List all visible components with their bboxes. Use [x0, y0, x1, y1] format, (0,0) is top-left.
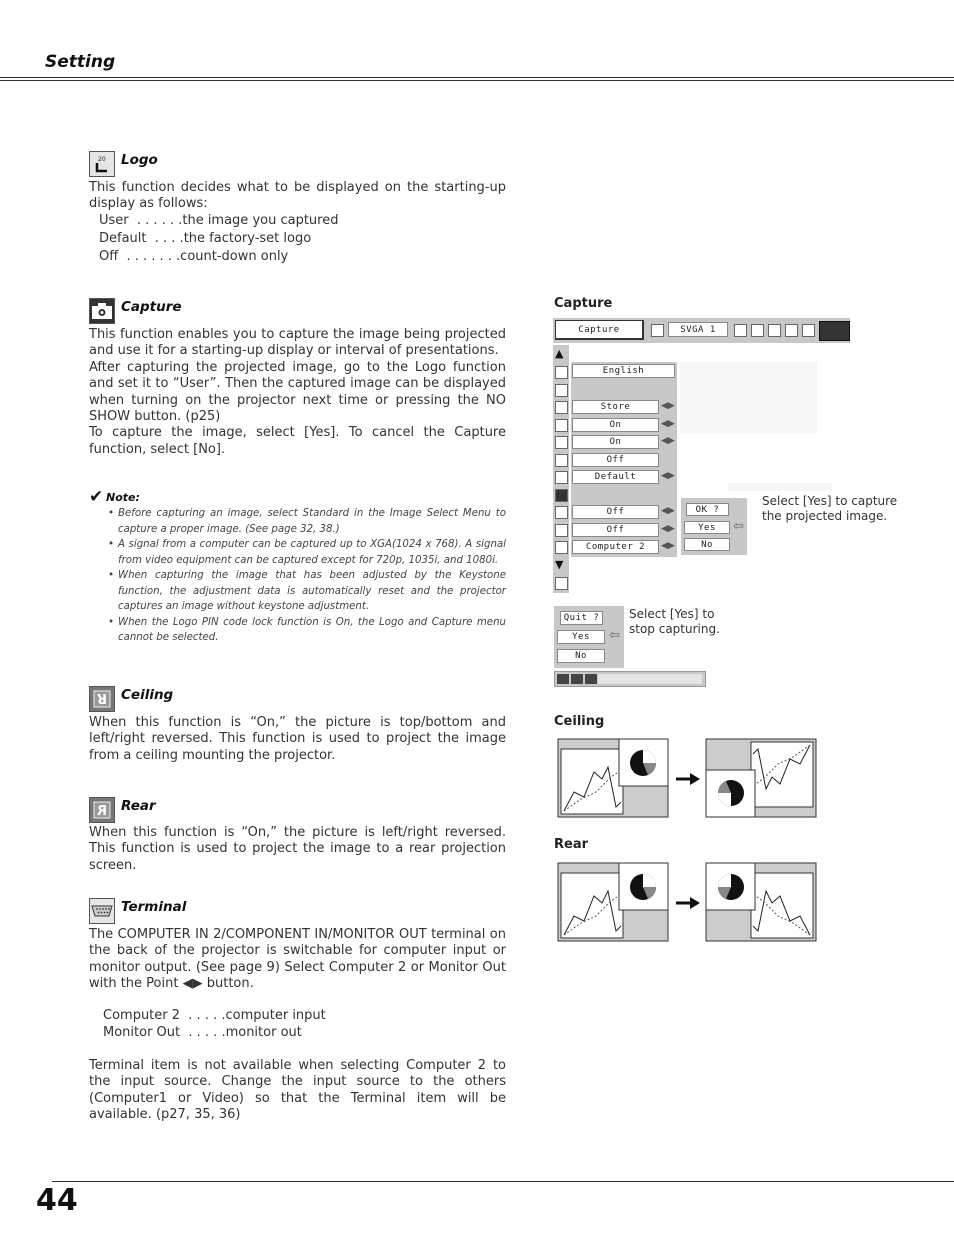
logo-select-value[interactable]: Default — [572, 470, 659, 484]
logo-select-icon — [555, 471, 568, 484]
svg-text:R: R — [96, 804, 108, 819]
menu-tab-icon[interactable] — [802, 324, 815, 337]
keystone-value[interactable]: Store — [572, 400, 659, 414]
terminal-title: Terminal — [121, 899, 187, 915]
checkmark-icon: ✔ — [89, 487, 104, 507]
rear-description: When this function is “On,” the picture is left/right reversed. This function is used to project the image to a rear projection screen. — [89, 825, 506, 873]
rear-value[interactable]: Off — [572, 523, 659, 537]
logo-option-user: User . . . . . .the image you captured — [99, 213, 339, 228]
left-right-arrow-icon: ◀▶ — [661, 506, 675, 516]
rear-icon — [555, 524, 568, 537]
capture-callout: Select [Yes] to capture the projected image. — [762, 494, 898, 523]
camera-icon — [555, 489, 568, 502]
capture-description — [89, 327, 506, 458]
ceiling-icon — [555, 506, 568, 519]
capture-paragraph-3: To capture the image, select [Yes]. To cancel the Capture function, select [No]. — [89, 425, 506, 457]
left-right-arrow-icon: ◀▶ — [661, 436, 675, 446]
menu-tab-icon[interactable] — [734, 324, 747, 337]
exit-icon[interactable] — [555, 577, 568, 590]
footer-rule — [52, 1181, 954, 1182]
svg-text:R: R — [96, 690, 108, 705]
left-right-arrow-icon: ◀▶ — [661, 471, 675, 481]
confirm-no-button[interactable]: No — [684, 538, 730, 551]
display-icon — [555, 436, 568, 449]
pointer-arrow-icon: ⇦ — [609, 628, 620, 643]
capture-figure-label: Capture — [554, 296, 613, 311]
empty-panel — [680, 362, 817, 434]
camera-icon — [89, 298, 115, 324]
ceiling-value[interactable]: Off — [572, 505, 659, 519]
logo-description: This function decides what to be displayed on the starting-up display as follows: — [89, 180, 506, 212]
side-icon-column — [553, 345, 569, 593]
scroll-up-icon[interactable]: ▲ — [555, 347, 564, 360]
header-rule — [0, 77, 954, 81]
ceiling-title: Ceiling — [121, 687, 174, 703]
capture-title: Capture — [121, 299, 182, 315]
setting-tab-icon[interactable] — [819, 321, 850, 341]
empty-panel — [728, 483, 832, 491]
logo-value[interactable]: Off — [572, 453, 659, 467]
note-item: • A signal from a computer can be captured up to XGA(1024 x 768). A signal from video equipment can be captured except for 720p, 1035i, and 1080i. — [108, 537, 506, 568]
note-list — [108, 506, 506, 646]
progress-fill — [557, 674, 598, 684]
logo-option-default: Default . . . .the factory-set logo — [99, 231, 312, 246]
capture-paragraph-1: This function enables you to capture the image being projected and use it for a starting-up display or interval of presentations. — [89, 327, 506, 359]
terminal-icon — [89, 898, 115, 924]
terminal-option-computer2: Computer 2 . . . . .computer input — [103, 1008, 326, 1023]
scroll-down-icon[interactable]: ▼ — [555, 558, 564, 571]
left-right-arrow-icon: ◀▶ — [661, 524, 675, 534]
quit-yes-button[interactable]: Yes — [557, 630, 605, 644]
auto-setup-icon — [555, 384, 568, 397]
language-value[interactable]: English — [572, 364, 675, 378]
ceiling-diagram — [556, 737, 820, 819]
rear-title: Rear — [121, 798, 156, 814]
input-icon — [651, 324, 664, 337]
terminal-body-text: The COMPUTER IN 2/COMPONENT IN/MONITOR OUT terminal on the back of the projector is switchable for computer input or monitor output. (See page 9) Select Computer 2 or Monitor Out with the Point — [89, 927, 506, 992]
quit-no-button[interactable]: No — [557, 649, 605, 663]
left-right-arrow-icon: ◀▶ — [661, 419, 675, 429]
logo-icon — [555, 454, 568, 467]
display-value[interactable]: On — [572, 435, 659, 449]
keystone-icon — [555, 401, 568, 414]
confirm-yes-button[interactable]: Yes — [684, 521, 730, 534]
point-left-right-icon: ◀▶ — [182, 976, 203, 992]
page-number: 44 — [36, 1183, 78, 1218]
note-title: Note: — [106, 491, 140, 504]
terminal-icon — [555, 541, 568, 554]
terminal-value[interactable]: Computer 2 — [572, 540, 659, 554]
capture-menu-title[interactable]: Capture — [555, 320, 644, 340]
ceiling-icon — [89, 686, 115, 712]
capture-paragraph-2: After capturing the projected image, go to the Logo function and set it to “User”. Then the captured image can be displayed when turning on the projector next time or pressing the NO SHOW button. (p25) — [89, 359, 506, 425]
ceiling-figure-label: Ceiling — [554, 714, 605, 729]
quit-prompt: Quit ? — [560, 611, 603, 625]
blue-back-icon — [555, 419, 568, 432]
logo-title: Logo — [121, 152, 158, 168]
confirm-prompt: OK ? — [686, 503, 729, 516]
blue-back-value[interactable]: On — [572, 418, 659, 432]
left-right-arrow-icon: ◀▶ — [661, 401, 675, 411]
logo-icon — [89, 151, 115, 177]
rear-icon — [89, 797, 115, 823]
note-item: • When the Logo PIN code lock function is On, the Logo and Capture menu cannot be selected. — [108, 615, 506, 646]
menu-tab-icon[interactable] — [768, 324, 781, 337]
menu-tab-icon[interactable] — [785, 324, 798, 337]
page-header-title: Setting — [45, 52, 116, 72]
capture-progress-bar — [554, 671, 706, 687]
terminal-body-text-end: button. — [202, 976, 254, 992]
terminal-footer: Terminal item is not available when selecting Computer 2 to the input source. Change the input source to the others (Computer1 or Video) so that the Terminal item will be available. (p27, 35, 36) — [89, 1058, 506, 1123]
quit-callout: Select [Yes] to stop capturing. — [629, 607, 720, 636]
menu-tab-icon[interactable] — [751, 324, 764, 337]
language-icon — [555, 366, 568, 379]
ceiling-description: When this function is “On,” the picture is top/bottom and left/right reversed. This function is used to project the image from a ceiling mounting the projector. — [89, 715, 506, 763]
progress-track — [598, 674, 702, 684]
left-right-arrow-icon: ◀▶ — [661, 541, 675, 551]
logo-option-off: Off . . . . . . .count-down only — [99, 249, 289, 264]
pointer-arrow-icon: ⇦ — [733, 519, 744, 534]
terminal-description — [89, 927, 506, 993]
svg-text:20: 20 — [98, 156, 106, 163]
note-item: • When capturing the image that has been adjusted by the Keystone function, the adjustment data is automatically reset and the projector captures an image without keystone adjustment. — [108, 568, 506, 615]
note-item: • Before capturing an image, select Standard in the Image Select Menu to capture a proper image. (See page 32, 38.) — [108, 506, 506, 537]
source-display: SVGA 1 — [668, 322, 728, 337]
rear-figure-label: Rear — [554, 837, 589, 852]
rear-diagram — [556, 861, 820, 943]
terminal-option-monitor-out: Monitor Out . . . . .monitor out — [103, 1025, 302, 1040]
